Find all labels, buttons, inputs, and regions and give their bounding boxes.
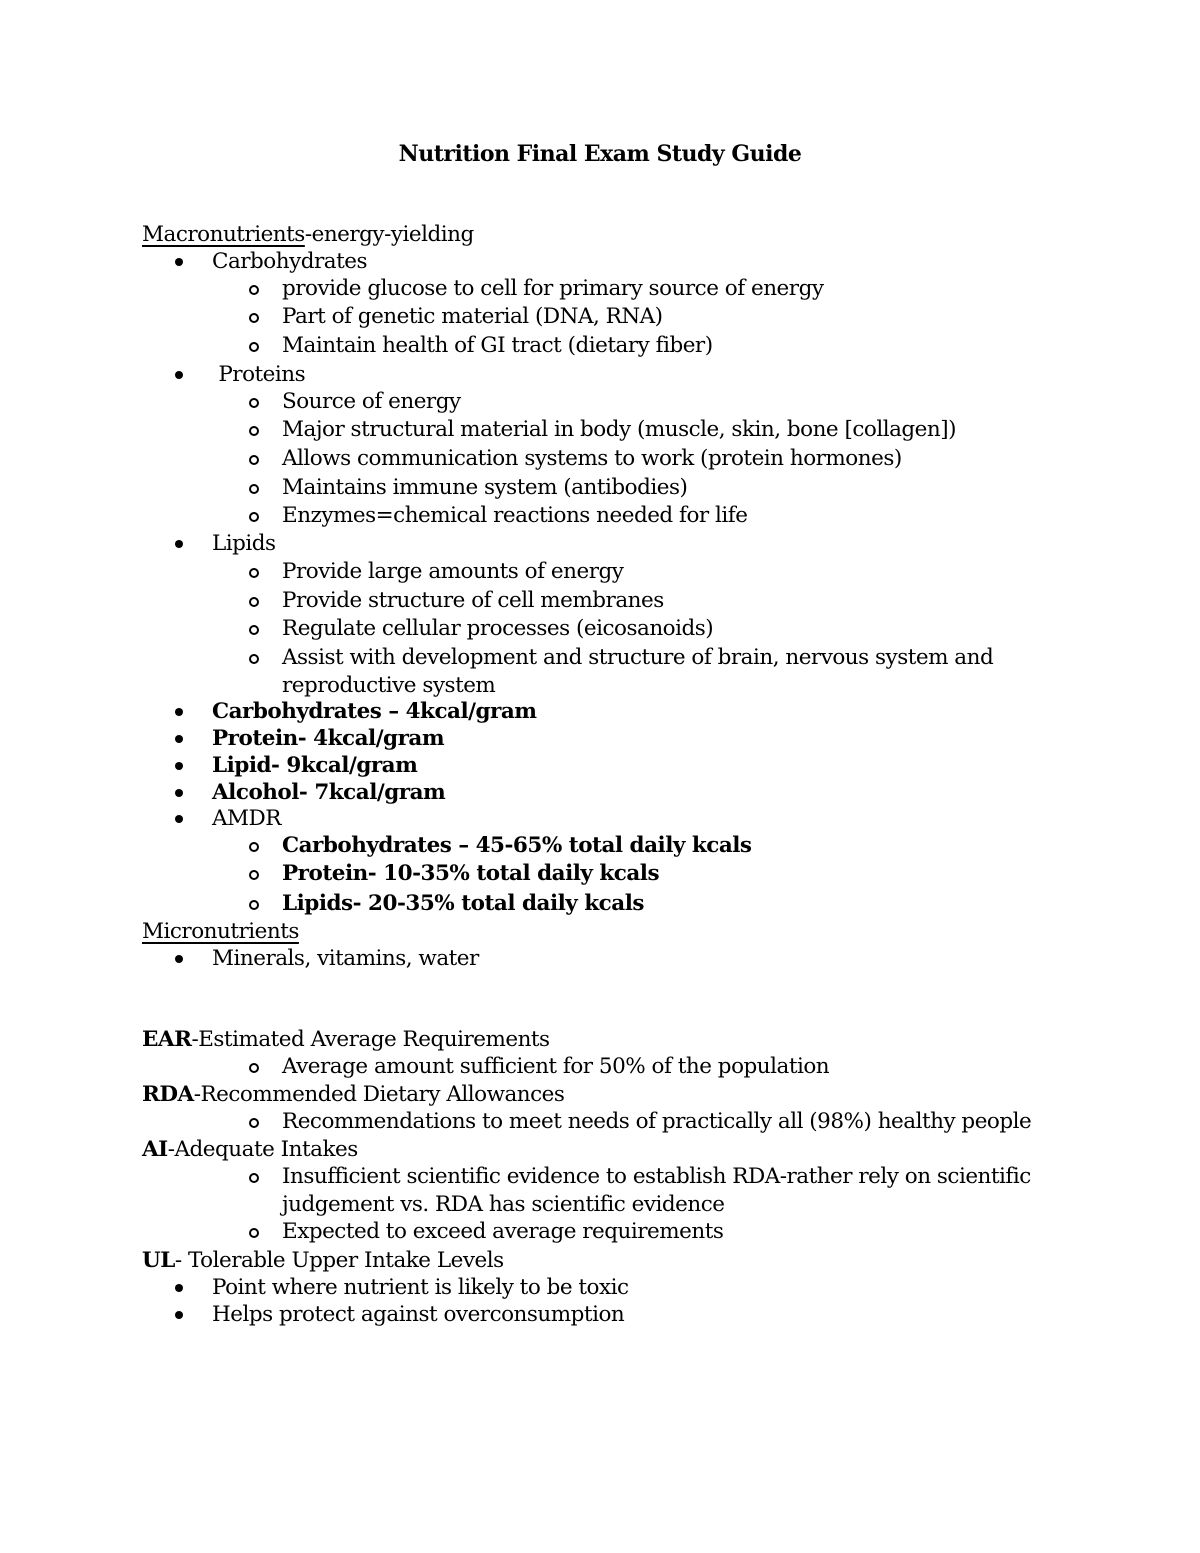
list-item: Major structural material in body (muscle, skin, bone [collagen]) (282, 417, 957, 442)
page-title: Nutrition Final Exam Study Guide (398, 141, 802, 167)
bullet-circle (249, 842, 259, 852)
bullet-disc (175, 708, 183, 716)
kcal-protein: Protein- 4kcal/gram (212, 726, 445, 751)
bullet-disc (175, 1284, 183, 1292)
amdr-protein: Protein- 10-35% total daily kcals (282, 861, 660, 886)
rda-abbr: RDA (142, 1082, 194, 1107)
bullet-circle (249, 1228, 259, 1238)
bullet-circle (249, 568, 259, 578)
carbohydrates-label: Carbohydrates (212, 249, 368, 274)
list-item: Average amount sufficient for 50% of the population (282, 1054, 830, 1079)
bullet-circle (249, 654, 259, 664)
bullet-circle (249, 484, 259, 494)
ear-abbr: EAR (142, 1027, 192, 1052)
list-item: Part of genetic material (DNA, RNA) (282, 304, 663, 329)
bullet-circle (249, 313, 259, 323)
kcal-lipid: Lipid- 9kcal/gram (212, 753, 418, 778)
list-item: Assist with development and structure of brain, nervous system and (282, 645, 994, 670)
list-item: Source of energy (282, 389, 461, 414)
list-item: Provide large amounts of energy (282, 559, 624, 584)
bullet-disc (175, 815, 183, 823)
ul-definition: - Tolerable Upper Intake Levels (174, 1248, 504, 1273)
list-item: Regulate cellular processes (eicosanoids) (282, 616, 714, 641)
bullet-circle (249, 342, 259, 352)
kcal-alcohol: Alcohol- 7kcal/gram (212, 780, 446, 805)
macronutrients-heading-text: Macronutrients (142, 222, 305, 247)
bullet-disc (175, 735, 183, 743)
bullet-disc (175, 258, 183, 266)
list-item: Insufficient scientific evidence to establish RDA-rather rely on scientific (282, 1164, 1031, 1189)
bullet-circle (249, 455, 259, 465)
list-item: Allows communication systems to work (protein hormones) (282, 446, 902, 471)
list-item: Maintain health of GI tract (dietary fiber) (282, 333, 713, 358)
bullet-circle (249, 426, 259, 436)
bullet-circle (249, 625, 259, 635)
bullet-disc (175, 1311, 183, 1319)
ul-abbr: UL (142, 1248, 175, 1273)
macronutrients-heading-suffix: -energy-yielding (304, 222, 474, 247)
list-item: Minerals, vitamins, water (212, 946, 479, 971)
macronutrients-heading (142, 221, 474, 249)
list-item: Point where nutrient is likely to be toxic (212, 1275, 629, 1300)
bullet-disc (175, 540, 183, 548)
list-item: Recommendations to meet needs of practically all (98%) healthy people (282, 1109, 1032, 1134)
bullet-circle (249, 398, 259, 408)
bullet-disc (175, 371, 183, 379)
bullet-circle (249, 1118, 259, 1128)
ai-definition: -Adequate Intakes (167, 1137, 358, 1162)
ear-heading (142, 1026, 550, 1054)
bullet-circle (249, 870, 259, 880)
bullet-circle (249, 512, 259, 522)
list-item: Helps protect against overconsumption (212, 1302, 625, 1327)
proteins-label: Proteins (212, 362, 306, 387)
bullet-disc (175, 762, 183, 770)
bullet-circle (249, 900, 259, 910)
list-item: Maintains immune system (antibodies) (282, 475, 688, 500)
list-item: Enzymes=chemical reactions needed for life (282, 503, 748, 528)
micronutrients-heading-text: Micronutrients (142, 919, 299, 944)
amdr-lipids: Lipids- 20-35% total daily kcals (282, 891, 644, 916)
bullet-disc (175, 789, 183, 797)
list-item: Provide structure of cell membranes (282, 588, 664, 613)
lipids-label: Lipids (212, 531, 276, 556)
list-item-continuation: judgement vs. RDA has scientific evidence (282, 1192, 725, 1217)
bullet-circle (249, 597, 259, 607)
list-item-continuation: reproductive system (282, 673, 496, 698)
bullet-circle (249, 1173, 259, 1183)
bullet-disc (175, 955, 183, 963)
amdr-carbohydrates: Carbohydrates – 45-65% total daily kcals (282, 833, 752, 858)
rda-definition: -Recommended Dietary Allowances (193, 1082, 565, 1107)
list-item: Expected to exceed average requirements (282, 1219, 724, 1244)
ear-definition: -Estimated Average Requirements (191, 1027, 550, 1052)
rda-heading (142, 1081, 564, 1109)
ai-heading (142, 1136, 358, 1164)
bullet-circle (249, 285, 259, 295)
ul-heading (142, 1247, 504, 1275)
bullet-circle (249, 1063, 259, 1073)
micronutrients-heading (142, 918, 299, 946)
ai-abbr: AI (142, 1137, 168, 1162)
kcal-carbohydrates: Carbohydrates – 4kcal/gram (212, 699, 537, 724)
amdr-label: AMDR (212, 806, 281, 831)
list-item: provide glucose to cell for primary source of energy (282, 276, 824, 301)
